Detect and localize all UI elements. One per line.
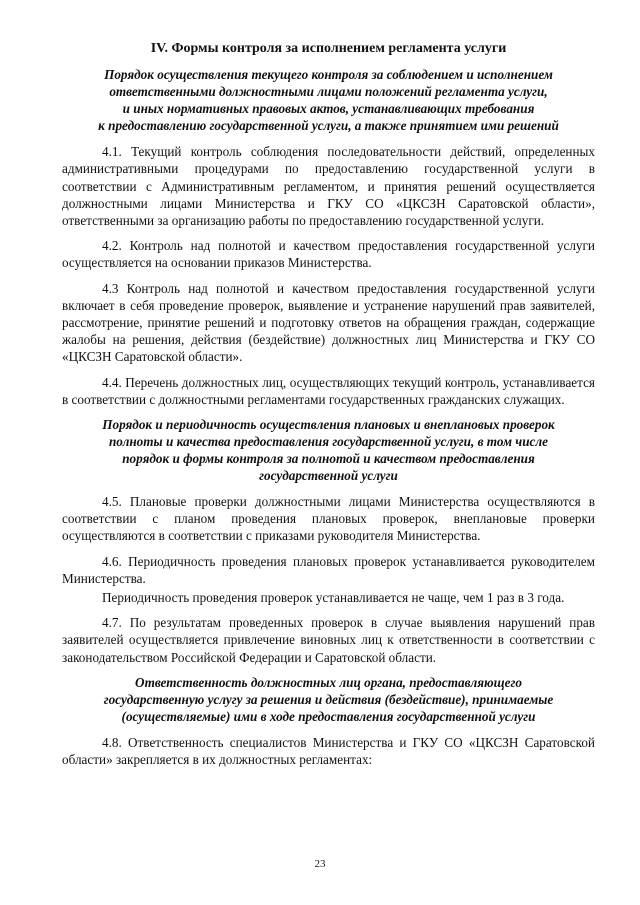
subheading-line: государственную услугу за решения и действия (бездействие), принимаемые [103, 691, 554, 707]
paragraph-4-3: 4.3 Контроль над полнотой и качеством предоставления государственной услуги включает в себя проведение проверок, выявление и устранение нарушений прав заявителей, рассмотрение, принятие решений и подготовку ответов на обращения граждан, содержащие жалобы на решения, действия (бездействие) должностных лиц Министерства и ГКУ СО «ЦКСЗН Саратовской области». [62, 280, 595, 365]
paragraph-4-2: 4.2. Контроль над полнотой и качеством предоставления государственной услуги осуществляется на основании приказов Министерства. [62, 238, 595, 271]
paragraph-4-1: 4.1. Текущий контроль соблюдения последовательности действий, определенных административными процедурами по предоставлению государственной услуги в соответствии с Административным регламентом, и принятия решений осуществляется должностными лицами Министерства и ГКУ СО «ЦКСЗН Саратовской области», ответственными за организацию работы по предоставлению государственной услуги. [62, 144, 595, 229]
subheading-line: Ответственность должностных лиц органа, предоставляющего [135, 674, 522, 690]
page-number: 23 [314, 858, 326, 870]
subheading-line: (осуществляемые) ими в ходе предоставления государственной услуги [121, 708, 536, 724]
paragraph-4-6: 4.6. Периодичность проведения плановых проверок устанавливается руководителем Министерства. [62, 553, 595, 586]
section-title: IV. Формы контроля за исполнением регламента услуги [150, 41, 507, 56]
document-page [62, 40, 595, 776]
subheading-line: Порядок осуществления текущего контроля за соблюдением и исполнением [104, 67, 553, 83]
paragraph-4-5: 4.5. Плановые проверки должностными лицами Министерства осуществляются в соответствии с планом проведения плановых проверок, внеплановые проверки осуществляются в соответствии с приказами руководителя Министерства. [62, 494, 595, 544]
subheading-line: порядок и формы контроля за полнотой и качеством предоставления [122, 451, 535, 467]
paragraph-4-6-periodicity: Периодичность проведения проверок устанавливается не чаще, чем 1 раз в 3 года. [102, 590, 565, 606]
subheading-responsibility [62, 674, 595, 725]
subheading-line: ответственными должностными лицами положений регламента услуги, [109, 84, 548, 100]
subheading-line: полноты и качества предоставления государственной услуги, в том числе [108, 434, 549, 450]
subheading-line: и иных нормативных правовых актов, устанавливающих требования [122, 101, 535, 117]
paragraph-4-7: 4.7. По результатам проведенных проверок в случае выявления нарушений прав заявителей осуществляется привлечение виновных лиц к ответственности в соответствии с законодательством Российской Федерации и Саратовской области. [62, 615, 595, 665]
subheading-line: к предоставлению государственной услуги, а также принятием ими решений [98, 118, 559, 134]
subheading-line: государственной услуги [259, 468, 398, 484]
paragraph-4-8: 4.8. Ответственность специалистов Министерства и ГКУ СО «ЦКСЗН Саратовской области» закрепляется в их должностных регламентах: [62, 734, 595, 768]
subheading-inspections [62, 416, 595, 484]
subheading-current-control [62, 66, 595, 134]
subheading-line: Порядок и периодичность осуществления плановых и внеплановых проверок [102, 417, 555, 433]
paragraph-4-4: 4.4. Перечень должностных лиц, осуществляющих текущий контроль, устанавливается в соответствии с должностными регламентами государственных гражданских служащих. [62, 374, 595, 407]
